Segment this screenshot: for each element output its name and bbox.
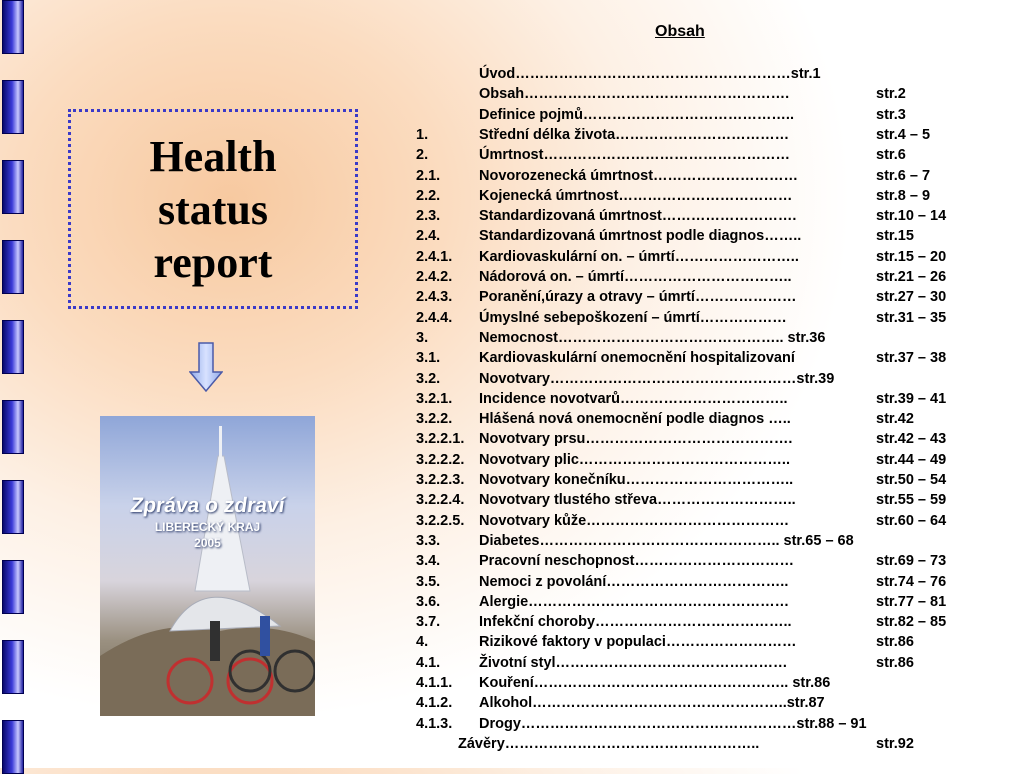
- toc-entry-number: 3.4.: [416, 553, 441, 570]
- toc-entry-number: 2.1.: [416, 167, 441, 184]
- toc-entry-title: Novotvary……………………………………………str.39: [479, 370, 835, 387]
- toc-entry-title: Úmyslné sebepoškození – úmrtí………………: [479, 309, 787, 326]
- toc-entry-page: str.6: [876, 147, 906, 164]
- toc-entry-number: 1.: [416, 126, 429, 143]
- toc-entry-page: str.4 – 5: [876, 126, 931, 143]
- toc-entry-number: 2.4.2.: [416, 269, 453, 285]
- toc-entry-title: Kardiovaskulární on. – úmrtí……………………..: [479, 248, 799, 265]
- toc-entry-title: Poranění,úrazy a otravy – úmrtí…………………: [479, 289, 797, 306]
- toc-entry-page: str.50 – 54: [876, 472, 947, 488]
- toc-entry-number: 2.4.4.: [416, 309, 453, 326]
- toc-entry-number: 4.: [416, 634, 429, 651]
- binding-ring: [2, 320, 24, 374]
- toc-entry-title: Kouření…………………………………………….. str.86: [479, 675, 831, 691]
- toc-entry-title: Standardizovaná úmrtnost podle diagnos……..: [479, 228, 802, 245]
- toc-entry-number: 3.5.: [416, 573, 441, 590]
- cover-title-year: 2005: [194, 536, 221, 550]
- toc-entry-number: 2.3.: [416, 208, 441, 225]
- toc-entry-page: str.44 – 49: [876, 451, 947, 468]
- toc-entry-number: 4.1.3.: [416, 715, 453, 732]
- toc-entry-title: Nádorová on. – úmrtí……………………………..: [479, 269, 792, 285]
- toc-entry-number: 3.3.: [416, 532, 441, 549]
- toc-entry-title: Závěry……………………………………………..: [458, 735, 760, 752]
- toc-entry-number: 3.: [416, 329, 429, 346]
- toc-entry-page: str.42 – 43: [876, 431, 947, 448]
- toc-entry-title: Standardizovaná úmrtnost……………………….: [479, 208, 797, 225]
- toc-entry-number: 4.1.: [416, 654, 441, 671]
- toc-entry-title: Obsah……………………………………………….: [479, 86, 790, 103]
- toc-entry-number: 3.2.2.3.: [416, 472, 465, 488]
- toc-entry-page: str.37 – 38: [876, 350, 947, 367]
- toc-entry-number: 3.2.: [416, 370, 441, 387]
- toc-entry-title: Střední délka života………………………………: [479, 126, 790, 143]
- toc-entry-page: str.3: [876, 106, 906, 123]
- toc-entry-number: 2.4.: [416, 228, 441, 245]
- toc-entry-page: str.92: [876, 735, 914, 752]
- toc-entry-number: 4.1.1.: [416, 675, 453, 691]
- toc-entry-number: 2.: [416, 147, 429, 164]
- binding-ring: [2, 0, 24, 54]
- toc-entry-number: 3.2.2.2.: [416, 451, 465, 468]
- toc-entry-title: Definice pojmů……………………………………..: [479, 106, 794, 123]
- toc-entry-number: 2.4.1.: [416, 248, 453, 265]
- toc-entry-title: Hlášená nová onemocnění podle diagnos …..: [479, 411, 791, 428]
- toc-entry-number: 2.2.: [416, 187, 441, 204]
- toc-entry-title: Drogy…………………………………………………str.88 – 91: [479, 715, 867, 732]
- cover-title: [100, 494, 315, 550]
- report-title: Health status report: [149, 131, 277, 287]
- toc-entry-title: Nemocnost……………………………………….. str.36: [479, 329, 826, 346]
- toc-entry-number: 3.2.2.5.: [416, 512, 465, 529]
- toc-entry-page: str.39 – 41: [876, 390, 947, 407]
- toc-entry-title: Úvod…………………………………………………str.1: [479, 66, 821, 82]
- toc-entry-title: Novotvary konečníku……………………………..: [479, 472, 794, 488]
- toc-entry-number: 3.2.1.: [416, 390, 453, 407]
- toc-entry-title: Alkohol……………………………………………..str.87: [479, 695, 825, 712]
- toc-entry-title: Úmrtnost……………………………………………: [479, 147, 790, 164]
- toc-entry-page: str.8 – 9: [876, 187, 931, 204]
- toc-entry-title: Incidence novotvarů……………………………..: [479, 390, 788, 407]
- toc-entry-number: 3.1.: [416, 350, 441, 367]
- toc-entry-page: str.86: [876, 634, 914, 651]
- toc-entry-title: Infekční choroby…………………………………..: [479, 614, 792, 631]
- toc-entry-title: Diabetes………………………………………….. str.65 – 68: [479, 532, 854, 549]
- toc-entry-page: str.15 – 20: [876, 248, 947, 265]
- toc-entry-title: Nemoci z povolání………………………………..: [479, 573, 789, 590]
- toc-entry-title: Novorozenecká úmrtnost…………………………: [479, 167, 799, 184]
- toc-entry-page: str.42: [876, 411, 914, 428]
- binding-ring: [2, 80, 24, 134]
- toc-entry-page: str.6 – 7: [876, 167, 931, 184]
- toc-entry-page: str.74 – 76: [876, 573, 947, 590]
- toc-entry-title: Novotvary tlustého střeva………………………..: [479, 492, 796, 509]
- toc-entry-title: Novotvary kůže……………………………………: [479, 512, 790, 529]
- binding-ring: [2, 160, 24, 214]
- toc-entry-title: Kardiovaskulární onemocnění hospitalizovaní: [479, 350, 795, 367]
- toc-heading: Obsah: [655, 23, 705, 40]
- toc-entry-page: str.27 – 30: [876, 289, 947, 306]
- report-cover-image: [100, 416, 315, 716]
- toc-entry-page: str.21 – 26: [876, 269, 947, 285]
- toc-entry-page: str.60 – 64: [876, 512, 947, 529]
- toc-entry-number: 2.4.3.: [416, 289, 453, 306]
- toc-entry-title: Novotvary plic……………………………………..: [479, 451, 790, 468]
- toc-entry-title: Pracovní neschopnost……………………………: [479, 553, 795, 570]
- toc-entry-page: str.2: [876, 86, 906, 103]
- toc-entry-page: str.31 – 35: [876, 309, 947, 326]
- binding-ring: [2, 560, 24, 614]
- toc-entry-title: Novotvary prsu…………………………………….: [479, 431, 793, 448]
- toc-entry-page: str.15: [876, 228, 914, 245]
- toc-entry-title: Alergie………………………………………………: [479, 593, 790, 610]
- arrow-down-icon: [189, 342, 223, 392]
- toc-entry-title: Životní styl…………………………………………: [479, 654, 788, 671]
- binding-ring: [2, 640, 24, 694]
- cover-title-line2: LIBERECKÝ KRAJ: [154, 520, 261, 534]
- toc-entry-number: 3.2.2.1.: [416, 431, 465, 448]
- toc-entry-page: str.86: [876, 654, 914, 671]
- toc-entry-number: 4.1.2.: [416, 695, 453, 712]
- toc-entry-title: Rizikové faktory v populaci………………………: [479, 634, 797, 651]
- title-box: [68, 109, 358, 309]
- toc-entry-title: Kojenecká úmrtnost………………………………: [479, 187, 793, 204]
- toc-entry-number: 3.2.2.4.: [416, 492, 465, 509]
- spiral-binding: [0, 0, 30, 768]
- binding-ring: [2, 400, 24, 454]
- binding-ring: [2, 720, 24, 774]
- toc-entry-page: str.82 – 85: [876, 614, 947, 631]
- toc-entry-number: 3.7.: [416, 614, 441, 631]
- toc-entry-number: 3.6.: [416, 593, 441, 610]
- binding-ring: [2, 480, 24, 534]
- binding-ring: [2, 240, 24, 294]
- toc-entry-page: str.77 – 81: [876, 593, 947, 610]
- toc-entry-page: str.69 – 73: [876, 553, 947, 570]
- toc-entry-number: 3.2.2.: [416, 411, 453, 428]
- cover-title-line1: Zpráva o zdraví: [128, 494, 287, 517]
- toc-entry-page: str.55 – 59: [876, 492, 947, 509]
- toc-entry-page: str.10 – 14: [876, 208, 947, 225]
